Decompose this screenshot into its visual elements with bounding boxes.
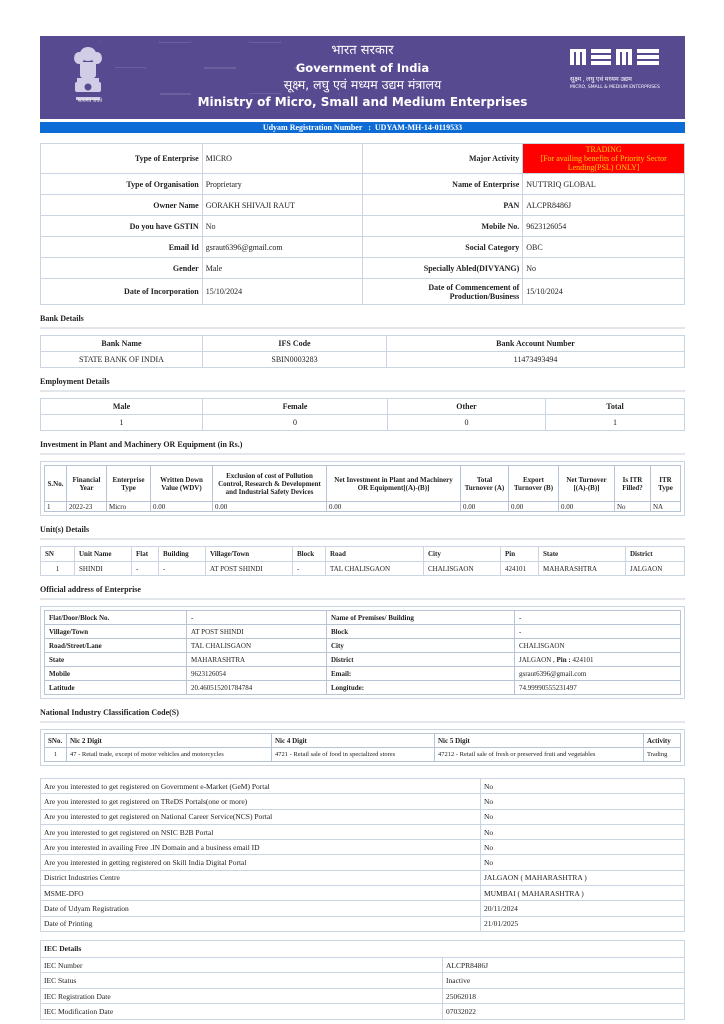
other-count: 0 [388,415,546,431]
nic-table [44,733,681,762]
column-header: SN [41,547,75,562]
field-label: Type of Organisation [41,174,203,195]
table-cell: 0.00 [151,502,213,512]
iec-heading: IEC Details [41,940,685,957]
table-header-row [45,734,681,748]
nic-heading: National Industry Classification Code(S) [40,708,685,723]
table-row [41,195,685,216]
table-cell: - [159,562,206,576]
answer-value: No [481,855,685,870]
table-row [41,415,685,431]
field-value: gsraut6396@gmail.com [202,237,362,258]
field-value: 74.99990555231497 [515,681,681,695]
official-address-frame [40,606,685,699]
field-label: Village/Town [45,625,187,639]
registration-number-bar [40,122,685,133]
table-row [45,611,681,625]
column-header: Written Down Value (WDV) [151,466,213,502]
column-header: Unit Name [75,547,132,562]
table-header-row [41,547,685,562]
field-label: Longitude: [327,681,515,695]
units-heading: Unit(s) Details [40,525,685,540]
table-cell: - [293,562,326,576]
field-value: 15/10/2024 [202,279,362,305]
enterprise-info-table [40,143,685,305]
column-header: Enterprise Type [107,466,151,502]
table-cell: MAHARASHTRA [539,562,626,576]
field-label: Type of Enterprise [41,144,203,174]
header-banner [40,36,685,119]
ifs-code: SBIN0003283 [203,352,387,368]
employment-details-table [40,398,685,431]
answer-value: MUMBAI ( MAHARASHTRA ) [481,886,685,901]
investment-frame [40,461,685,516]
table-cell: 1 [41,562,75,576]
table-cell: 0.00 [559,502,615,512]
table-row [41,352,685,368]
hindi-ministry-title: सूक्ष्म, लघु एवं मध्यम उद्यम मंत्रालय [283,77,442,92]
table-row [41,1004,685,1020]
column-header: Female [203,399,388,415]
logo-english-text: MICRO, SMALL & MEDIUM ENTERPRISES [570,85,660,90]
field-value: - [515,625,681,639]
major-activity: TRADING [585,145,622,154]
table-cell: CHALISGAON [424,562,501,576]
column-header: SNo. [45,734,67,748]
field-label: Owner Name [41,195,203,216]
field-value: MAHARASHTRA [187,653,327,667]
column-header: Nic 5 Digit [435,734,644,748]
table-cell: 47212 - Retail sale of fresh or preserved fruit and vegetables [435,748,644,762]
question-label: Are you interested to get registered on National Career Service(NCS) Portal [41,809,481,824]
field-label: Major Activity [362,144,523,174]
question-label: District Industries Centre [41,870,481,885]
column-header: Road [326,547,424,562]
field-value: - [515,611,681,625]
field-label: District [327,653,515,667]
field-value: GORAKH SHIVAJI RAUT [202,195,362,216]
table-row [45,748,681,762]
column-header: S.No. [45,466,67,502]
field-label: Latitude [45,681,187,695]
nic-frame [40,729,685,766]
table-cell: 0.00 [509,502,559,512]
table-row [41,886,685,901]
answer-value: No [481,779,685,794]
answer-value: No [481,840,685,855]
field-label: Block [327,625,515,639]
question-label: Are you interested in getting registered on Skill India Digital Portal [41,855,481,870]
registration-questions-table [40,778,685,932]
table-row [41,916,685,931]
table-cell: Micro [107,502,151,512]
table-row [41,237,685,258]
bank-details-heading: Bank Details [40,314,685,329]
table-row [41,794,685,809]
column-header: Bank Name [41,336,203,352]
answer-value: 21/01/2025 [481,916,685,931]
table-cell: 0.00 [461,502,509,512]
table-row [45,681,681,695]
column-header: Village/Town [206,547,293,562]
table-cell: 1 [45,502,67,512]
msme-logo [570,46,665,90]
column-header: Net Turnover [(A)-(B)] [559,466,615,502]
table-cell: 2022-23 [67,502,107,512]
registration-label: Udyam Registration Number [262,123,363,132]
psl-note: [For availing benefits of Priority Sector Lending(PSL) ONLY] [540,154,667,172]
column-header: Bank Account Number [387,336,685,352]
table-cell: 1 [45,748,67,762]
bank-details-table [40,335,685,368]
table-header-row [45,466,681,502]
field-value: 9623126054 [523,216,685,237]
column-header: Block [293,547,326,562]
ministry-title: Ministry of Micro, Small and Medium Enterprises [197,95,528,109]
answer-value: No [481,809,685,824]
table-cell: 0.00 [327,502,461,512]
answer-value: No [481,794,685,809]
iec-details-table [40,940,685,1020]
field-label: IEC Number [41,957,443,973]
field-label: Name of Enterprise [362,174,523,195]
field-value: AT POST SHINDI [187,625,327,639]
question-label: Date of Printing [41,916,481,931]
table-cell: 0.00 [213,502,327,512]
table-row [41,855,685,870]
table-row [41,258,685,279]
column-header: Activity [644,734,681,748]
table-cell: NA [651,502,681,512]
emblem-caption: सत्यमेव जयते [77,99,103,104]
field-label: Email Id [41,237,203,258]
column-header: Nic 4 Digit [272,734,435,748]
table-row [41,957,685,973]
msme-wordmark-icon [570,46,665,68]
government-title: Government of India [295,61,430,75]
field-value: ALCPR8486J [523,195,685,216]
field-label: Road/Street/Lane [45,639,187,653]
table-cell: Trading [644,748,681,762]
field-label: Date of Incorporation [41,279,203,305]
question-label: MSME-DFO [41,886,481,901]
table-cell: 4721 - Retail sale of food in specialized stores [272,748,435,762]
field-value: gsraut6396@gmail.com [515,667,681,681]
employment-details-heading: Employment Details [40,377,685,392]
district-pin-value: JALGAON , Pin : 424101 [515,653,681,667]
field-label: Specially Abled(DIVYANG) [362,258,523,279]
table-cell: AT POST SHINDI [206,562,293,576]
table-row [41,824,685,839]
field-value: 25062018 [443,988,685,1004]
field-label: IEC Modification Date [41,1004,443,1020]
table-header-row [41,399,685,415]
field-value: Proprietary [202,174,362,195]
table-cell: TAL CHALISGAON [326,562,424,576]
field-label: State [45,653,187,667]
district-value: JALGAON [519,655,552,664]
field-value: - [187,611,327,625]
registration-separator: : [368,123,371,132]
pin-label: Pin : [556,655,571,664]
column-header: State [539,547,626,562]
table-row [41,973,685,989]
units-table [40,546,685,576]
table-row [41,988,685,1004]
column-header: Is ITR Filled? [615,466,651,502]
field-label: IEC Status [41,973,443,989]
question-label: Are you interested in availing Free .IN Domain and a business email ID [41,840,481,855]
field-label: Mobile No. [362,216,523,237]
table-row [41,562,685,576]
investment-heading: Investment in Plant and Machinery OR Equipment (in Rs.) [40,440,685,455]
table-cell: 424101 [501,562,539,576]
column-header: Male [41,399,203,415]
pin-value: 424101 [572,655,594,664]
table-row [41,144,685,174]
column-header: Pin [501,547,539,562]
column-header: Total [546,399,685,415]
column-header: Financial Year [67,466,107,502]
question-label: Are you interested to get registered on Government e-Market (GeM) Portal [41,779,481,794]
field-value: OBC [523,237,685,258]
column-header: Other [388,399,546,415]
field-label: PAN [362,195,523,216]
column-header: District [626,547,685,562]
major-activity-value [523,144,685,174]
field-label: Do you have GSTIN [41,216,203,237]
table-row [45,653,681,667]
column-header: City [424,547,501,562]
hindi-government-title: भारत सरकार [331,43,394,58]
question-label: Are you interested to get registered on TReDS Portals(one or more) [41,794,481,809]
field-label: Mobile [45,667,187,681]
column-header: Nic 2 Digit [67,734,272,748]
field-value: CHALISGAON [515,639,681,653]
column-header: Exclusion of cost of Pollution Control, Research & Development and Industrial Safety Devices [213,466,327,502]
field-value: NUTTRIQ GLOBAL [523,174,685,195]
total-count: 1 [546,415,685,431]
field-label: Social Category [362,237,523,258]
field-label: IEC Registration Date [41,988,443,1004]
official-address-table [44,610,681,695]
table-cell: - [132,562,159,576]
field-value: TAL CHALISGAON [187,639,327,653]
table-row [41,809,685,824]
column-header: Net Investment in Plant and Machinery OR Equipment[(A)-(B)] [327,466,461,502]
answer-value: 20/11/2024 [481,901,685,916]
column-header: Building [159,547,206,562]
field-value: 07032022 [443,1004,685,1020]
field-label: Email: [327,667,515,681]
table-row [45,502,681,512]
table-cell: JALGAON [626,562,685,576]
field-label: Date of Commencement of Production/Business [362,279,523,305]
account-number: 11473493494 [387,352,685,368]
answer-value: JALGAON ( MAHARASHTRA ) [481,870,685,885]
registration-number: UDYAM-MH-14-0119533 [374,123,463,132]
table-row [45,667,681,681]
table-row [41,174,685,195]
question-label: Date of Udyam Registration [41,901,481,916]
field-label: City [327,639,515,653]
male-count: 1 [41,415,203,431]
table-row [45,625,681,639]
column-header: ITR Type [651,466,681,502]
official-address-heading: Official address of Enterprise [40,585,685,600]
table-row [41,279,685,305]
field-value: MICRO [202,144,362,174]
column-header: Export Turnover (B) [509,466,559,502]
table-row [41,779,685,794]
table-row [41,216,685,237]
question-label: Are you interested to get registered on NSIC B2B Portal [41,824,481,839]
field-value: No [202,216,362,237]
column-header: Flat [132,547,159,562]
logo-hindi-text: सूक्ष्म , लघु एवं मध्यम उद्यम [570,76,632,83]
table-header-row [41,336,685,352]
field-label: Flat/Door/Block No. [45,611,187,625]
field-value: Inactive [443,973,685,989]
table-header-row [41,940,685,957]
udyam-certificate [40,36,685,1020]
table-cell: 47 - Retail trade, except of motor vehicles and motorcycles [67,748,272,762]
table-row [45,639,681,653]
field-value: Male [202,258,362,279]
table-cell: SHINDI [75,562,132,576]
bank-name: STATE BANK OF INDIA [41,352,203,368]
field-value: 9623126054 [187,667,327,681]
table-row [41,901,685,916]
field-label: Gender [41,258,203,279]
field-value: 15/10/2024 [523,279,685,305]
female-count: 0 [203,415,388,431]
field-value: 20.460515201784784 [187,681,327,695]
field-value: ALCPR8486J [443,957,685,973]
investment-table [44,465,681,512]
column-header: Total Turnover (A) [461,466,509,502]
table-cell: No [615,502,651,512]
answer-value: No [481,824,685,839]
field-label: Name of Premises/ Building [327,611,515,625]
table-row [41,870,685,885]
column-header: IFS Code [203,336,387,352]
field-value: No [523,258,685,279]
table-row [41,840,685,855]
